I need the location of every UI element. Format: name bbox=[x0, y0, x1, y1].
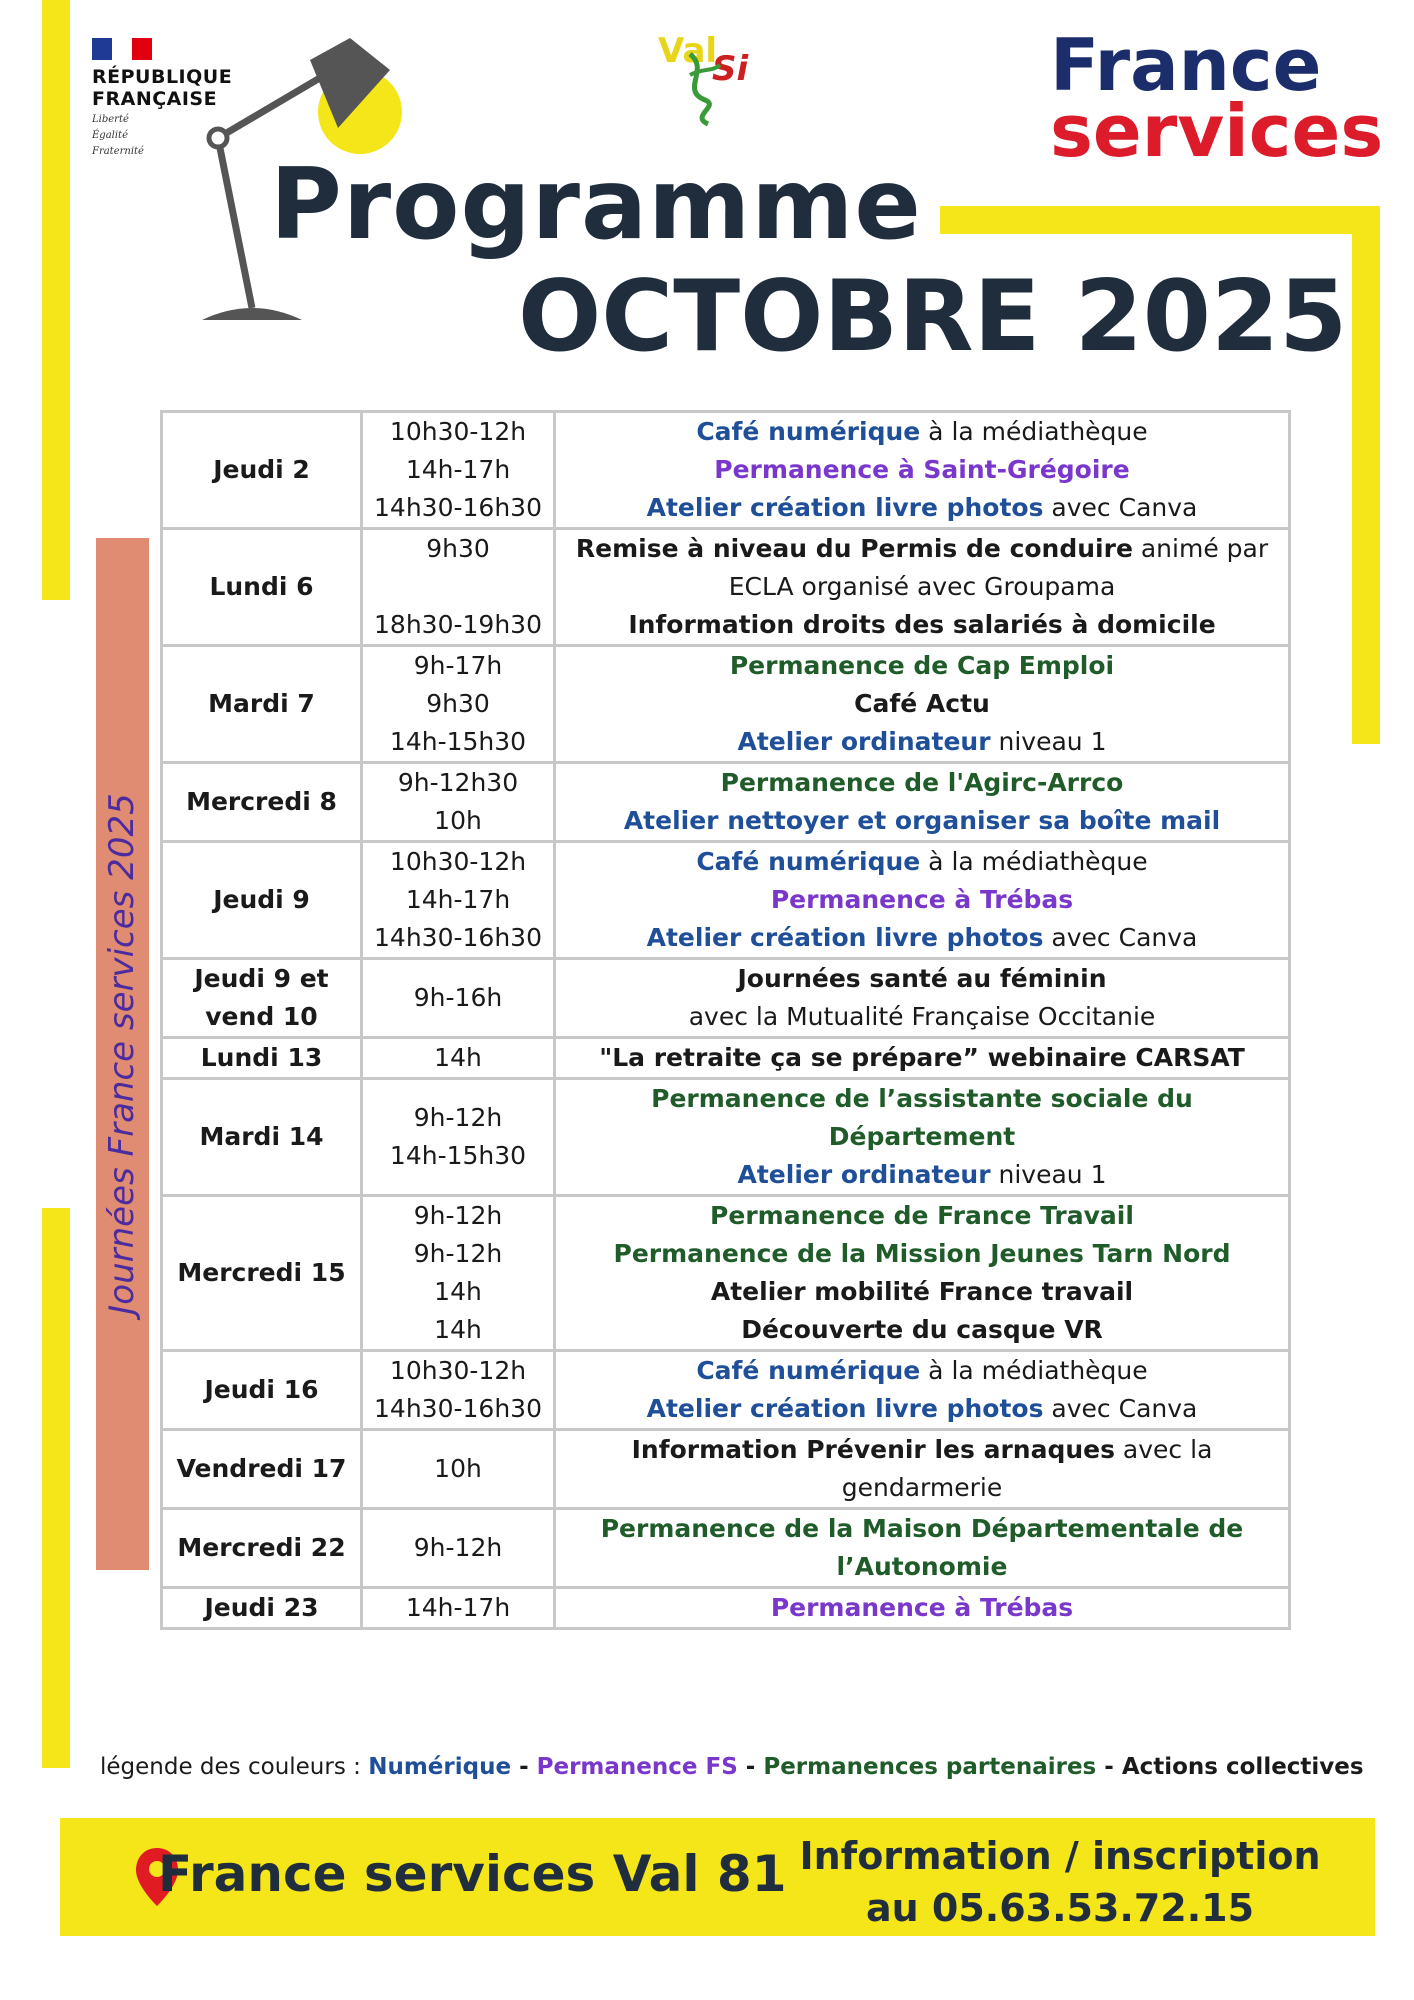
rf-name-line2: FRANÇAISE bbox=[92, 88, 218, 110]
legend-sep-1: - bbox=[511, 1754, 537, 1780]
events-cell bbox=[555, 763, 1290, 842]
event-line bbox=[558, 1080, 1286, 1156]
events-cell bbox=[555, 1588, 1290, 1629]
event-line bbox=[558, 1156, 1286, 1194]
time-cell bbox=[362, 1509, 555, 1588]
events-cell bbox=[555, 959, 1290, 1038]
event-line bbox=[558, 1039, 1286, 1077]
table-row bbox=[162, 959, 1290, 1038]
event-line bbox=[558, 723, 1286, 761]
events-cell bbox=[555, 1430, 1290, 1509]
time-slot: 14h bbox=[434, 1277, 482, 1306]
time-slot: 14h-17h bbox=[405, 1593, 511, 1622]
time-slot: 14h30-16h30 bbox=[374, 493, 542, 522]
side-banner-text: Journées France services 2025 bbox=[102, 793, 142, 1315]
legend-sep-2: - bbox=[737, 1754, 764, 1780]
table-row bbox=[162, 529, 1290, 646]
day-cell: Jeudi 23 bbox=[162, 1588, 362, 1629]
events-cell bbox=[555, 1351, 1290, 1430]
time-cell bbox=[362, 1430, 555, 1509]
event-text: Atelier ordinateur bbox=[737, 1160, 991, 1189]
event-text: Café Actu bbox=[854, 689, 990, 718]
time-slot: 10h30-12h bbox=[389, 417, 527, 446]
val-si-logo bbox=[650, 20, 790, 130]
event-line bbox=[558, 802, 1286, 840]
event-line bbox=[558, 606, 1286, 644]
valsi-part1: Val bbox=[658, 31, 718, 71]
event-line bbox=[558, 1431, 1286, 1469]
event-line bbox=[558, 1510, 1286, 1548]
event-text: Atelier création livre photos bbox=[646, 1394, 1044, 1423]
time-slot: 9h-16h bbox=[413, 983, 503, 1012]
event-text: animé par bbox=[1132, 534, 1269, 563]
event-text: Café numérique bbox=[696, 847, 921, 876]
table-row bbox=[162, 412, 1290, 529]
day-cell: Jeudi 9 bbox=[162, 842, 362, 959]
time-cell bbox=[362, 1588, 555, 1629]
frame-left-top bbox=[42, 0, 70, 600]
event-line bbox=[558, 1548, 1286, 1586]
event-text: Découverte du casque VR bbox=[741, 1315, 1103, 1344]
event-line bbox=[558, 764, 1286, 802]
events-cell bbox=[555, 412, 1290, 529]
table-row bbox=[162, 1351, 1290, 1430]
french-flag-icon bbox=[92, 38, 152, 60]
frame-right-top bbox=[940, 206, 1380, 234]
event-text: Information Prévenir les arnaques bbox=[631, 1435, 1115, 1464]
event-line bbox=[558, 998, 1286, 1036]
time-cell bbox=[362, 1079, 555, 1196]
time-slot: 9h30 bbox=[426, 689, 490, 718]
frame-right-side bbox=[1352, 206, 1380, 744]
event-text: niveau 1 bbox=[990, 1160, 1107, 1189]
fs-logo-line1: France bbox=[1050, 23, 1322, 107]
footer-info-line1: Information / inscription bbox=[799, 1834, 1321, 1878]
event-text: Permanence de l'Agirc-Arrco bbox=[720, 768, 1124, 797]
time-slot: 9h-12h bbox=[413, 1103, 503, 1132]
day-cell: Mardi 7 bbox=[162, 646, 362, 763]
event-line bbox=[558, 413, 1286, 451]
legend-prefix: légende des couleurs : bbox=[100, 1754, 369, 1780]
event-text: Permanence de l’assistante sociale du Département bbox=[651, 1084, 1193, 1151]
time-slot: 9h-12h30 bbox=[397, 768, 519, 797]
event-line bbox=[558, 919, 1286, 957]
event-line bbox=[558, 1311, 1286, 1349]
event-text: Atelier création livre photos bbox=[646, 493, 1044, 522]
legend-sep-3: - bbox=[1096, 1754, 1122, 1780]
event-text: Permanence à Trébas bbox=[770, 885, 1074, 914]
events-cell bbox=[555, 842, 1290, 959]
time-cell bbox=[362, 529, 555, 646]
time-cell bbox=[362, 959, 555, 1038]
rf-motto-line1: Liberté bbox=[92, 114, 129, 125]
time-slot: 14h-15h30 bbox=[389, 727, 527, 756]
events-cell bbox=[555, 1079, 1290, 1196]
event-text: Atelier mobilité France travail bbox=[710, 1277, 1134, 1306]
time-cell bbox=[362, 412, 555, 529]
table-row bbox=[162, 1038, 1290, 1079]
table-row bbox=[162, 1588, 1290, 1629]
legend-actions: Actions collectives bbox=[1121, 1754, 1364, 1780]
event-text: à la médiathèque bbox=[920, 417, 1148, 446]
event-text: Permanence de la Maison Départementale de bbox=[600, 1514, 1244, 1543]
time-cell bbox=[362, 763, 555, 842]
time-slot: 14h30-16h30 bbox=[374, 923, 542, 952]
time-slot: 14h-15h30 bbox=[389, 1141, 527, 1170]
event-text: Remise à niveau du Permis de conduire bbox=[575, 534, 1133, 563]
event-line bbox=[558, 685, 1286, 723]
event-text: avec la Mutualité Française Occitanie bbox=[688, 1002, 1156, 1031]
day-cell: Lundi 6 bbox=[162, 529, 362, 646]
time-slot: 14h-17h bbox=[405, 885, 511, 914]
event-text: Permanence à Saint-Grégoire bbox=[714, 455, 1130, 484]
page-subtitle: OCTOBRE 2025 bbox=[518, 260, 1348, 374]
event-text: avec la bbox=[1114, 1435, 1213, 1464]
event-line bbox=[558, 489, 1286, 527]
event-line bbox=[558, 568, 1286, 606]
legend-partenaires: Permanences partenaires bbox=[763, 1754, 1097, 1780]
time-slot: 9h-12h bbox=[413, 1533, 503, 1562]
time-slot: 10h bbox=[434, 1454, 482, 1483]
day-cell: Jeudi 2 bbox=[162, 412, 362, 529]
event-text: "La retraite ça se prépare” webinaire CARSAT bbox=[599, 1043, 1245, 1072]
page-title: Programme bbox=[270, 148, 922, 262]
event-line bbox=[558, 1273, 1286, 1311]
footer-bar bbox=[60, 1818, 1375, 1936]
event-text: Atelier ordinateur bbox=[737, 727, 991, 756]
france-services-logo bbox=[1050, 23, 1384, 173]
event-line bbox=[558, 1589, 1286, 1627]
event-text: Permanence à Trébas bbox=[770, 1593, 1074, 1622]
event-text: Permanence de la Mission Jeunes Tarn Nord bbox=[613, 1239, 1231, 1268]
day-cell: Jeudi 9 et vend 10 bbox=[162, 959, 362, 1038]
table-row bbox=[162, 1079, 1290, 1196]
time-slot: 10h30-12h bbox=[389, 847, 527, 876]
day-cell: Jeudi 16 bbox=[162, 1351, 362, 1430]
event-line bbox=[558, 530, 1286, 568]
event-line bbox=[558, 451, 1286, 489]
event-line bbox=[558, 1352, 1286, 1390]
event-text: niveau 1 bbox=[990, 727, 1107, 756]
rf-name-line1: RÉPUBLIQUE bbox=[92, 66, 233, 88]
event-text: avec Canva bbox=[1043, 923, 1198, 952]
event-text: Atelier création livre photos bbox=[646, 923, 1044, 952]
table-row bbox=[162, 1509, 1290, 1588]
footer-name: France services Val 81 bbox=[158, 1845, 787, 1903]
time-slot: 10h30-12h bbox=[389, 1356, 527, 1385]
time-cell bbox=[362, 1196, 555, 1351]
event-text: l’Autonomie bbox=[836, 1552, 1008, 1581]
event-text: Café numérique bbox=[696, 417, 921, 446]
legend-permanence-fs: Permanence FS bbox=[536, 1754, 738, 1780]
event-line bbox=[558, 1469, 1286, 1507]
color-legend bbox=[100, 1754, 1364, 1780]
events-cell bbox=[555, 1509, 1290, 1588]
event-line bbox=[558, 881, 1286, 919]
event-text: à la médiathèque bbox=[920, 847, 1148, 876]
event-line bbox=[558, 1390, 1286, 1428]
event-text: Permanence de Cap Emploi bbox=[729, 651, 1115, 680]
events-cell bbox=[555, 529, 1290, 646]
event-text: Atelier nettoyer et organiser sa boîte mail bbox=[623, 806, 1221, 835]
time-cell bbox=[362, 646, 555, 763]
program-table bbox=[160, 410, 1291, 1630]
event-line bbox=[558, 1197, 1286, 1235]
time-slot bbox=[365, 568, 551, 606]
event-text: Journées santé au féminin bbox=[737, 964, 1107, 993]
event-line bbox=[558, 843, 1286, 881]
event-line bbox=[558, 1235, 1286, 1273]
footer-phone[interactable]: au 05.63.53.72.15 bbox=[865, 1886, 1255, 1930]
event-line bbox=[558, 647, 1286, 685]
day-cell: Mardi 14 bbox=[162, 1079, 362, 1196]
table-row bbox=[162, 842, 1290, 959]
table-row bbox=[162, 1196, 1290, 1351]
event-text: Permanence de France Travail bbox=[710, 1201, 1134, 1230]
event-text: avec Canva bbox=[1043, 1394, 1198, 1423]
event-line bbox=[558, 960, 1286, 998]
table-row bbox=[162, 646, 1290, 763]
time-slot: 14h-17h bbox=[405, 455, 511, 484]
event-text: ECLA organisé avec Groupama bbox=[728, 572, 1116, 601]
time-slot: 14h30-16h30 bbox=[374, 1394, 542, 1423]
rf-motto-line2: Égalité bbox=[92, 130, 128, 141]
time-slot: 9h-12h bbox=[413, 1201, 503, 1230]
table-row bbox=[162, 1430, 1290, 1509]
time-slot: 9h30 bbox=[426, 534, 490, 563]
events-cell bbox=[555, 1038, 1290, 1079]
event-text: avec Canva bbox=[1043, 493, 1198, 522]
day-cell: Lundi 13 bbox=[162, 1038, 362, 1079]
time-slot: 18h30-19h30 bbox=[374, 610, 542, 639]
day-cell: Mercredi 15 bbox=[162, 1196, 362, 1351]
event-text: gendarmerie bbox=[841, 1473, 1003, 1502]
rf-motto-line3: Fraternité bbox=[92, 146, 144, 157]
event-text: Information droits des salariés à domicile bbox=[628, 610, 1216, 639]
time-slot: 9h-17h bbox=[413, 651, 503, 680]
valsi-part2: Si bbox=[712, 49, 749, 89]
time-cell bbox=[362, 1038, 555, 1079]
frame-left-bottom bbox=[42, 1208, 70, 1768]
fs-logo-line2: services bbox=[1050, 89, 1384, 173]
day-cell: Vendredi 17 bbox=[162, 1430, 362, 1509]
time-slot: 14h bbox=[434, 1043, 482, 1072]
table-row bbox=[162, 763, 1290, 842]
legend-numerique: Numérique bbox=[368, 1754, 512, 1780]
time-slot: 14h bbox=[434, 1315, 482, 1344]
events-cell bbox=[555, 646, 1290, 763]
footer-info bbox=[780, 1830, 1340, 1934]
event-text: à la médiathèque bbox=[920, 1356, 1148, 1385]
time-slot: 9h-12h bbox=[413, 1239, 503, 1268]
day-cell: Mercredi 8 bbox=[162, 763, 362, 842]
day-cell: Mercredi 22 bbox=[162, 1509, 362, 1588]
events-cell bbox=[555, 1196, 1290, 1351]
time-cell bbox=[362, 842, 555, 959]
event-text: Café numérique bbox=[696, 1356, 921, 1385]
time-cell bbox=[362, 1351, 555, 1430]
time-slot: 10h bbox=[434, 806, 482, 835]
